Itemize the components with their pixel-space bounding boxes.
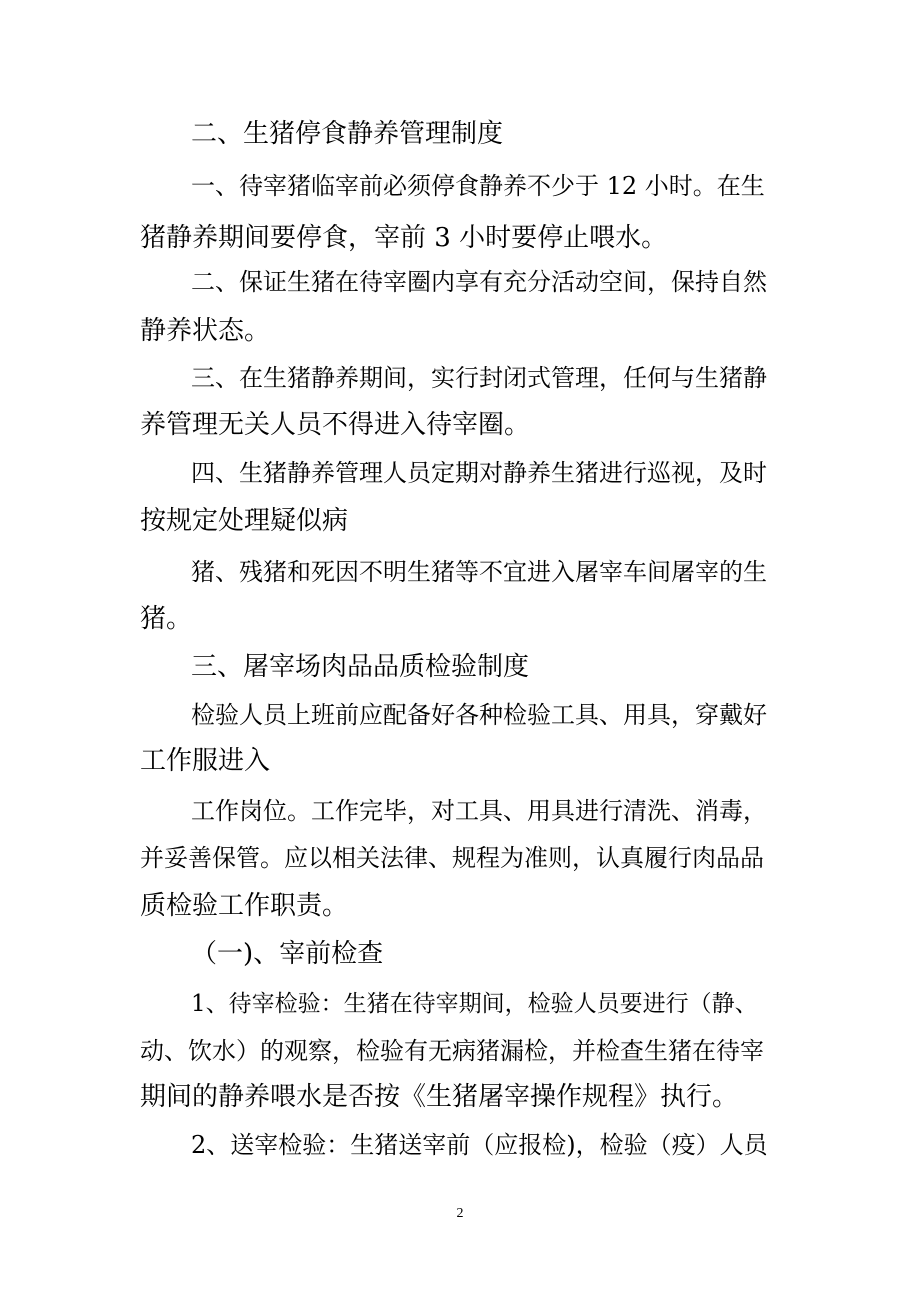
paragraph-line: 工作服进入 bbox=[140, 746, 271, 776]
paragraph-line: 期间的静养喂水是否按《生猪屠宰操作规程》执行。 bbox=[140, 1082, 739, 1112]
paragraph-line: 猪。 bbox=[140, 604, 193, 634]
paragraph-line: 猪、残猪和死因不明生猪等不宜进入屠宰车间屠宰的生 bbox=[191, 558, 767, 586]
subheading-pre-slaughter: （一)、宰前检查 bbox=[191, 939, 384, 969]
paragraph-line: 按规定处理疑似病 bbox=[140, 506, 349, 536]
paragraph-line: 二、保证生猪在待宰圈内享有充分活动空间，保持自然 bbox=[191, 268, 767, 296]
paragraph-line: 并妥善保管。应以相关法律、规程为准则，认真履行肉品品 bbox=[140, 844, 764, 872]
paragraph-line: 养管理无关人员不得进入待宰圈。 bbox=[140, 410, 531, 440]
paragraph-line: 2、送宰检验：生猪送宰前（应报检)，检验（疫）人员 bbox=[191, 1131, 768, 1159]
paragraph-line: 四、生猪静养管理人员定期对静养生猪进行巡视，及时 bbox=[191, 459, 767, 487]
page-number: 2 bbox=[456, 1206, 464, 1221]
paragraph-line: 1、待宰检验：生猪在待宰期间，检验人员要进行（静、 bbox=[191, 991, 758, 1017]
paragraph-line: 一、待宰猪临宰前必须停食静养不少于 12 小时。在生 bbox=[191, 172, 765, 200]
paragraph-line: 检验人员上班前应配备好各种检验工具、用具，穿戴好 bbox=[191, 701, 767, 729]
heading-section-2: 二、生猪停食静养管理制度 bbox=[191, 119, 504, 149]
paragraph-line: 静养状态。 bbox=[140, 316, 271, 346]
paragraph-line: 质检验工作职责。 bbox=[140, 891, 349, 921]
paragraph-line: 三、在生猪静养期间，实行封闭式管理，任何与生猪静 bbox=[191, 364, 767, 392]
paragraph-line: 猪静养期间要停食，宰前 3 小时要停止喂水。 bbox=[140, 223, 668, 253]
paragraph-line: 工作岗位。工作完毕，对工具、用具进行清洗、消毒， bbox=[191, 797, 767, 825]
paragraph-line: 动、饮水）的观察，检验有无病猪漏检，并检查生猪在待宰 bbox=[140, 1037, 764, 1065]
heading-section-3: 三、屠宰场肉品品质检验制度 bbox=[191, 652, 530, 682]
